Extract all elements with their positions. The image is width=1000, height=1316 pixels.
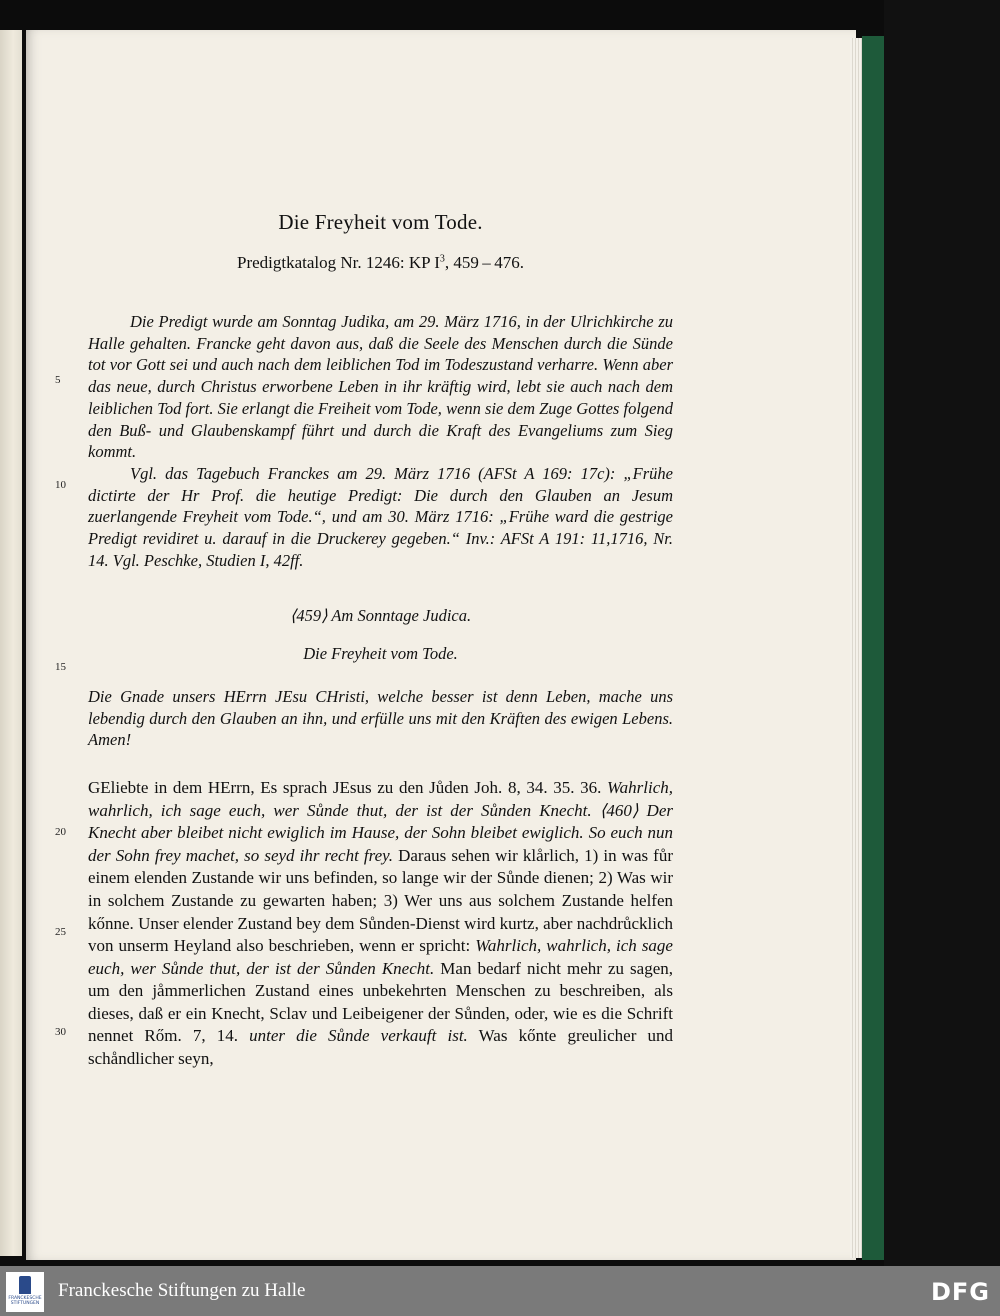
building-icon	[19, 1276, 31, 1294]
catalog-superscript: 3	[439, 253, 445, 265]
body-text-segment: Daraus sehen wir klårlich, 1) in was fůr einem elenden Zustande wir uns befinden, so lange wir der Sůnde dienen; 2) Was wir in solchem Zustande zu gewarten haben; 3) Wer uns aus solchem Zustande helfen kőnne. Unser elender Zustand bey dem Sůnden-Dienst wird kurtz, aber nachdrůcklich von unserm Heyland also beschrieben, wenn er spricht:	[88, 845, 674, 956]
page-content	[88, 210, 673, 1071]
catalog-reference	[88, 253, 673, 273]
line-number: 25	[55, 926, 66, 938]
editorial-introduction	[88, 311, 673, 571]
intro-paragraph: Die Predigt wurde am Sonntag Judika, am 29. März 1716, in der Ulrichkirche zu Halle gehalten. Francke geht davon aus, daß die Seele des Menschen durch die Sünde tot vor Gott sei und auch nach dem leiblichen Tod im Todeszustand verharre. Wenn aber das neue, durch Christus erworbene Leben in ihr kräftig wird, lebt sie auch nach dem leiblichen Tod fort. Sie erlangt die Freiheit vom Tode, wenn sie dem Zuge Gottes folgend den Buß- und Glaubenskampf führt und durch die Kraft des Evangeliums zum Sieg kommt.	[88, 312, 673, 462]
sermon-title-heading: Die Freyheit vom Tode.	[303, 644, 458, 664]
catalog-prefix: Predigtkatalog Nr. 1246: KP I	[237, 253, 440, 272]
footer-bar	[0, 1266, 1000, 1316]
intro-paragraph: Vgl. das Tagebuch Franckes am 29. März 1716 (AFSt A 169: 17c): „Frühe dictirte der Hr Prof. die heutige Predigt: Die durch den Glauben an Jesum zuerlangende Freyheit vom Tode.“, und am 30. März 1716: „Frühe ward die gestrige Predigt revidiret u. darauf in die Druckerey gegeben.“ Inv.: AFSt A 191: 11,1716, Nr. 14. Vgl. Peschke, Studien I, 42ff.	[88, 463, 673, 570]
institution-logo	[6, 1272, 44, 1312]
background-right	[884, 0, 1000, 1266]
line-number: 15	[55, 661, 66, 673]
body-text-segment: Man bedarf nicht mehr zu sagen, um den jåmmerlichen Zustand eines unbekehrten Menschen zu beschreiben, als dieses, daß er ein Knecht, Sclav und Leibeigener der Sůnden, oder, wie es die Schrift nennet Rőm. 7, 14.	[88, 958, 673, 1046]
book-cover	[862, 36, 886, 1260]
line-number: 30	[55, 1026, 66, 1038]
catalog-suffix: , 459 – 476.	[444, 253, 524, 272]
bible-quote: unter die Sůnde verkauft ist.	[249, 1026, 468, 1046]
institution-name: Franckesche Stiftungen zu Halle	[58, 1280, 306, 1301]
opening-prayer: Die Gnade unsers HErrn JEsu CHristi, welche besser ist denn Leben, mache uns lebendig durch den Glauben an ihn, und erfülle uns mit den Kräften des ewigen Lebens. Amen!	[88, 687, 673, 750]
sermon-occasion-heading: ⟨459⟩ Am Sonntage Judica.	[289, 606, 472, 626]
bible-quote: Wahrlich, wahrlich, ich sage euch, wer Sůnde thut, der ist der Sůnden Knecht. ⟨460⟩ Der Knecht aber bleibet nicht ewiglich im Hause, der Sohn bleibet ewiglich. So euch nun der Sohn frey machet, so seyd ihr recht frey.	[88, 777, 674, 865]
line-number: 5	[55, 374, 61, 386]
body-text-segment: GEliebte in dem HErrn, Es sprach JEsus zu den Jůden Joh. 8, 34. 35. 36.	[88, 777, 602, 797]
line-number: 10	[55, 479, 66, 491]
left-page-edge	[0, 30, 22, 1256]
line-number: 20	[55, 826, 66, 838]
logo-text: FRANCKESCHE STIFTUNGEN	[8, 1296, 42, 1306]
sermon-body	[88, 777, 673, 1071]
body-text-segment: Was kőnte greulicher und schåndlicher seyn,	[88, 1026, 673, 1069]
dfg-logo: DFG	[930, 1278, 990, 1306]
page-title: Die Freyheit vom Tode.	[278, 210, 483, 234]
bible-quote: Wahrlich, wahrlich, ich sage euch, wer Sůnde thut, der ist der Sůnden Knecht.	[88, 936, 673, 978]
